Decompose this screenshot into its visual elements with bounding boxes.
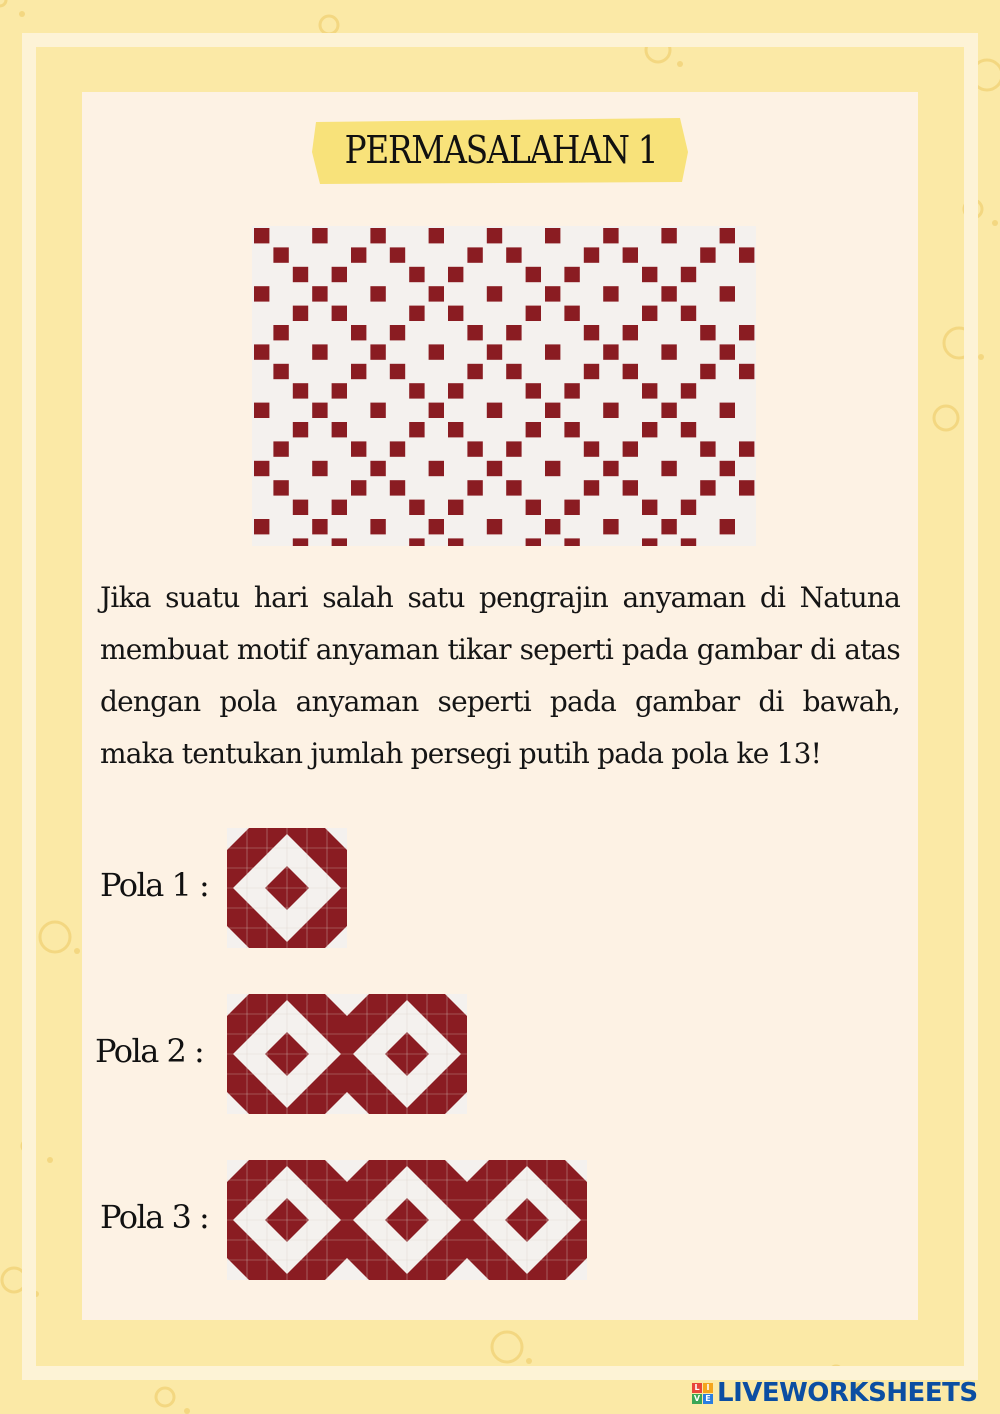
woven-tile: [347, 994, 467, 1114]
woven-tile: [347, 1160, 467, 1280]
pattern-3-image: [227, 1160, 587, 1280]
liveworksheets-icon: L I V E: [692, 1383, 713, 1404]
title-banner: [310, 112, 692, 188]
woven-mat-motif-image: [252, 226, 756, 546]
pattern-2-image: [227, 994, 467, 1114]
woven-tile: [227, 1160, 347, 1280]
pattern-2-label: Pola 2 :: [95, 1032, 204, 1070]
liveworksheets-logo: [692, 1378, 978, 1408]
pattern-1-image: [227, 828, 347, 948]
woven-tile: [227, 994, 347, 1114]
page-title: PERMASALAHAN 1: [344, 128, 658, 172]
woven-tile: [467, 1160, 587, 1280]
pattern-3-label: Pola 3 :: [100, 1198, 209, 1236]
pattern-1-label: Pola 1 :: [100, 866, 209, 904]
liveworksheets-wordmark: LIVEWORKSHEETS: [717, 1378, 978, 1408]
question-text: Jika suatu hari salah satu pengrajin anyaman di Natuna membuat motif anyaman tikar seperti pada gambar di atas dengan pola anyaman seperti pada gambar di bawah, maka tentukan jumlah persegi putih pada pola ke 13!: [100, 581, 900, 770]
woven-tile: [227, 828, 347, 948]
